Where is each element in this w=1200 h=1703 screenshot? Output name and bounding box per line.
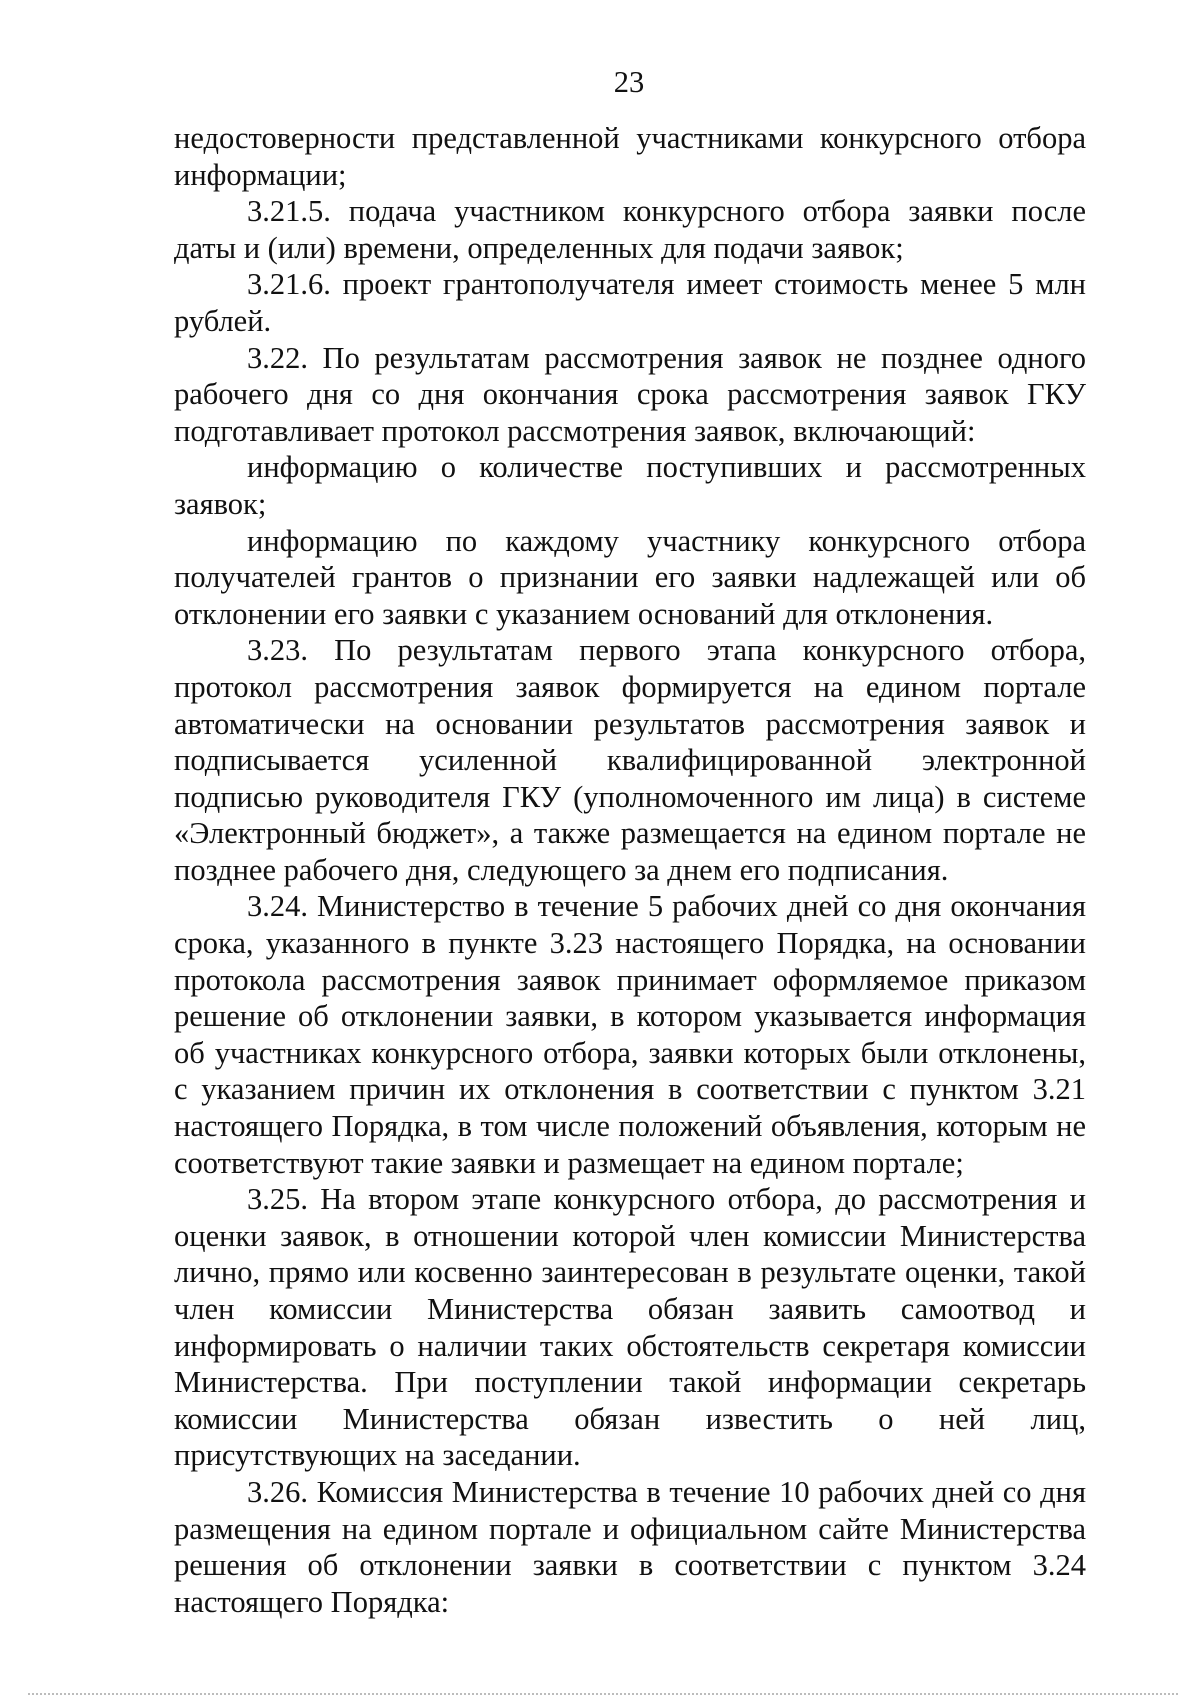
paragraph-3-26: 3.26. Комиссия Министерства в течение 10 рабочих дней со дня размещения на едином портале и официальном сайте Министерства решения об отклонении заявки в соответствии с пунктом 3.24 настоящего Порядка: [174,1474,1086,1619]
paragraph-3-21-5: 3.21.5. подача участником конкурсного отбора заявки после даты и (или) времени, определенных для подачи заявок; [174,194,1086,265]
paragraph-3-22-item-2: информацию по каждому участнику конкурсного отбора получателей грантов о признании его заявки надлежащей или об отклонении его заявки с указанием оснований для отклонения. [174,523,1086,631]
paragraph-3-23: 3.23. По результатам первого этапа конкурсного отбора, протокол рассмотрения заявок формируется на едином портале автоматически на основании результатов рассмотрения заявок и подписывается усиленной квалифицированной электронной подписью руководителя ГКУ (уполномоченного им лица) в системе «Электронный бюджет», а также размещается на едином портале не позднее рабочего дня, следующего за днем его подписания. [174,633,1086,887]
paragraph-continuation: недостоверности представленной участниками конкурсного отбора информации; [174,121,1086,192]
paragraph-3-21-6: 3.21.6. проект грантополучателя имеет стоимость менее 5 млн рублей. [174,267,1086,338]
document-body [174,120,1086,1620]
paragraph-3-22: 3.22. По результатам рассмотрения заявок не позднее одного рабочего дня со дня окончания срока рассмотрения заявок ГКУ подготавливает протокол рассмотрения заявок, включающий: [174,340,1086,448]
paragraph-3-24: 3.24. Министерство в течение 5 рабочих дней со дня окончания срока, указанного в пункте 3.23 настоящего Порядка, на основании протокола рассмотрения заявок принимает оформляемое приказом решение об отклонении заявки, в котором указывается информация об участниках конкурсного отбора, заявки которых были отклонены, с указанием причин их отклонения в соответствии с пунктом 3.21 настоящего Порядка, в том числе положений объявления, которым не соответствуют такие заявки и размещает на едином портале; [174,889,1086,1180]
paragraph-3-25: 3.25. На втором этапе конкурсного отбора, до рассмотрения и оценки заявок, в отношении которой член комиссии Министерства лично, прямо или косвенно заинтересован в результате оценки, такой член комиссии Министерства обязан заявить самоотвод и информировать о наличии таких обстоятельств секретаря комиссии Министерства. При поступлении такой информации секретарь комиссии Министерства обязан известить о ней лиц, присутствующих на заседании. [174,1182,1086,1473]
scan-edge-line [28,1693,1178,1695]
page-number: 23 [613,65,645,99]
paragraph-3-22-item-1: информацию о количестве поступивших и рассмотренных заявок; [174,450,1086,521]
